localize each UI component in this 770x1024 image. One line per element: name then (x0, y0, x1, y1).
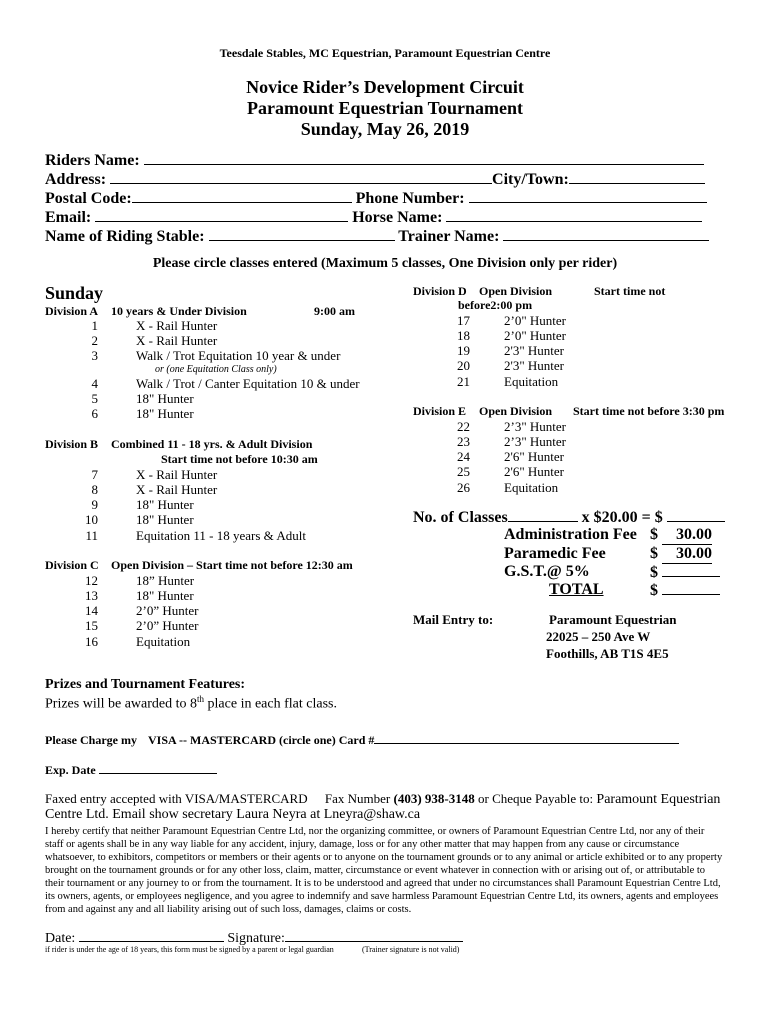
class-number: 23 (457, 434, 470, 449)
div-a-name: 10 years & Under Division (111, 304, 247, 318)
class-number: 14 (85, 603, 98, 618)
fax-line (45, 791, 720, 808)
class-number: 20 (457, 358, 470, 373)
class-number: 3 (91, 348, 98, 363)
class-number: 15 (85, 618, 98, 633)
total-amount-field[interactable] (662, 581, 720, 595)
fax-label: Fax Number (324, 791, 391, 806)
class-name: X - Rail Hunter (136, 467, 218, 482)
class-number: 7 (91, 467, 98, 482)
class-number: 2 (91, 333, 98, 348)
paramedic-fee-dollar: $ (650, 545, 658, 562)
admin-fee-dollar: $ (650, 526, 658, 543)
class-name: 18" Hunter (136, 391, 194, 406)
class-name: 18" Hunter (136, 588, 194, 603)
class-name: 18" Hunter (136, 512, 194, 527)
cheque-text: or Cheque Payable to: (477, 791, 594, 806)
phone-field[interactable] (469, 188, 707, 203)
date-label: Date: (45, 931, 76, 946)
classes-fee-row (413, 508, 725, 527)
exp-date-field[interactable] (99, 761, 217, 774)
riders-name-label: Riders Name: (45, 152, 140, 169)
guardian-note: if rider is under the age of 18 years, this form must be signed by a parent or legal guardian (45, 945, 334, 954)
paramedic-fee-amount: 30.00 (662, 545, 712, 564)
classes-label: No. of Classes (413, 509, 508, 526)
class-number: 26 (457, 480, 470, 495)
prizes-text-ordinal: th (197, 694, 205, 704)
class-number: 10 (85, 512, 98, 527)
email-field[interactable] (95, 207, 348, 222)
class-name: 18” Hunter (136, 573, 195, 588)
liability-disclaimer: I hereby certify that neither Paramount Equestrian Centre Ltd, nor the organizing committee, or owners of Paramount Equestrian Centre Ltd, nor any of their staff or agents shall be in any way liable for any accident, injury, damage, loss or for any other matter that may happen from any cause or circumstance whatsoever, to exhibitors, competitors or members or their agents or to anyone on the tournament grounds or to any animal or article exhibited or to any property brought on the tournament grounds or for any other loss, claim, matter, circumstance or event whatever in connection with or arising out of, or attributable to their tournament or any journey to or from the tournament. It is to be understood and agreed that under no circumstances shall Paramount Equestrian Centre Ltd, its owners, agents, or employees negligence, and you agree to indemnify and save harmless Paramount Equestrian Centre Ltd, its owners, agents and employees from and against any and all liability arising out of such loss, damages, claims or costs. (45, 826, 723, 915)
div-c-label: Division C (45, 558, 99, 572)
class-number: 19 (457, 343, 470, 358)
class-name: Equitation (136, 634, 191, 649)
class-name: 2’3" Hunter (504, 419, 566, 434)
class-name: 2’0” Hunter (136, 603, 199, 618)
class-name: 18" Hunter (136, 406, 194, 421)
class-number: 18 (457, 328, 470, 343)
class-name: 2’0" Hunter (504, 328, 566, 343)
horse-label: Horse Name: (352, 209, 443, 226)
class-number: 16 (85, 634, 98, 649)
classes-multiplier: x $20.00 = $ (581, 509, 663, 526)
admin-fee-label: Administration Fee (504, 526, 637, 543)
class-number: 21 (457, 374, 470, 389)
admin-fee-amount: 30.00 (662, 526, 712, 545)
mail-address-line-1: Paramount Equestrian (549, 612, 677, 627)
classes-count-field[interactable] (508, 508, 578, 522)
class-number: 13 (85, 588, 98, 603)
admin-fee-amount-row (650, 526, 712, 545)
circuit-title: Novice Rider’s Development Circuit (246, 77, 524, 97)
stable-field[interactable] (209, 226, 395, 241)
exp-row (45, 761, 217, 778)
signature-field[interactable] (285, 928, 463, 942)
class-name: Equitation 11 - 18 years & Adult (136, 528, 306, 543)
class-name: Walk / Trot / Canter Equitation 10 & under (136, 376, 360, 391)
class-name: 2’0” Hunter (136, 618, 199, 633)
event-date: Sunday, May 26, 2019 (300, 119, 470, 139)
div-c-name: Open Division – Start time not before 12:30 am (111, 558, 353, 572)
address-label: Address: (45, 171, 107, 188)
payment-line-2: Centre Ltd. Email show secretary Laura Neyra at Lneyra@shaw.ca (45, 807, 421, 822)
address-row (45, 169, 705, 189)
class-name: Equitation (504, 480, 559, 495)
class-name: X - Rail Hunter (136, 482, 218, 497)
class-number: 5 (91, 391, 98, 406)
class-number: 6 (91, 406, 98, 421)
div-d-time-1: Start time not (594, 284, 666, 298)
fax-number: (403) 938-3148 (393, 791, 475, 806)
charge-label: Please Charge my (45, 733, 137, 747)
postal-field[interactable] (132, 188, 352, 203)
div-a-time: 9:00 am (314, 304, 355, 318)
tournament-title: Paramount Equestrian Tournament (246, 98, 524, 118)
trainer-label: Trainer Name: (398, 228, 500, 245)
prizes-heading: Prizes and Tournament Features: (45, 677, 246, 692)
address-field[interactable] (110, 169, 492, 184)
signature-label: Signature: (227, 931, 285, 946)
exp-date-label: Exp. Date (45, 763, 96, 777)
gst-amount-field[interactable] (662, 563, 720, 577)
charge-row (45, 731, 679, 748)
class-number: 17 (457, 313, 470, 328)
instructions: Please circle classes entered (Maximum 5 classes, One Division only per rider) (152, 256, 618, 271)
riders-name-row (45, 150, 704, 170)
trainer-signature-note: (Trainer signature is not valid) (362, 945, 460, 954)
faxed-text: Faxed entry accepted with VISA/MASTERCARD (45, 791, 308, 806)
class-name: X - Rail Hunter (136, 333, 218, 348)
class-name: X - Rail Hunter (136, 318, 218, 333)
mail-entry-label: Mail Entry to: (413, 612, 494, 627)
div-e-time: Start time not before 3:30 pm (573, 404, 725, 418)
postal-phone-row (45, 188, 707, 208)
class-name: 2'6" Hunter (504, 464, 564, 479)
mail-address-line-3: Foothills, AB T1S 4E5 (546, 646, 669, 661)
div-d-name: Open Division (479, 284, 553, 298)
class-number: 8 (91, 482, 98, 497)
equitation-note: or (one Equitation Class only) (155, 364, 277, 375)
class-number: 22 (457, 419, 470, 434)
class-name: Equitation (504, 374, 559, 389)
email-horse-row (45, 207, 702, 227)
div-b-label: Division B (45, 437, 99, 451)
total-dollar: $ (650, 582, 658, 599)
date-field[interactable] (79, 928, 224, 942)
prizes-text (45, 694, 337, 713)
div-d-label: Division D (413, 284, 467, 298)
prizes-text-main: Prizes will be awarded to 8 (45, 696, 198, 712)
card-type-options[interactable]: VISA -- MASTERCARD (circle one) Card # (147, 733, 375, 747)
trainer-field[interactable] (503, 226, 709, 241)
class-number: 11 (85, 528, 98, 543)
div-a-label: Division A (45, 304, 99, 318)
class-number: 1 (91, 318, 98, 333)
class-number: 24 (457, 449, 470, 464)
class-name: 2'6" Hunter (504, 449, 564, 464)
div-e-name: Open Division (479, 404, 553, 418)
total-label: TOTAL (549, 581, 604, 598)
class-number: 9 (91, 497, 98, 512)
gst-dollar: $ (650, 564, 658, 581)
city-label: City/Town: (492, 171, 569, 188)
div-b-time: Start time not before 10:30 am (161, 452, 318, 466)
mail-address-line-2: 22025 – 250 Ave W (546, 629, 651, 644)
riders-name-field[interactable] (144, 150, 704, 165)
horse-field[interactable] (446, 207, 702, 222)
class-number: 12 (85, 573, 98, 588)
stable-label: Name of Riding Stable: (45, 228, 205, 245)
card-number-field[interactable] (374, 731, 679, 744)
total-amount-row (650, 581, 720, 600)
gst-label: G.S.T.@ 5% (504, 563, 590, 580)
class-name: 2'3" Hunter (504, 343, 564, 358)
paramedic-fee-label: Paramedic Fee (504, 545, 606, 562)
phone-label: Phone Number: (355, 190, 465, 207)
email-label: Email: (45, 209, 92, 226)
class-name: 2'3" Hunter (504, 358, 564, 373)
div-d-time-2: before2:00 pm (458, 298, 533, 312)
class-number: 25 (457, 464, 470, 479)
class-name: Walk / Trot Equitation 10 year & under (136, 348, 341, 363)
stable-trainer-row (45, 226, 709, 246)
div-e-label: Division E (413, 404, 467, 418)
organizers-line: Teesdale Stables, MC Equestrian, Paramount Equestrian Centre (219, 46, 551, 60)
class-name: 18" Hunter (136, 497, 194, 512)
class-name: 2’0" Hunter (504, 313, 566, 328)
payee-name: Paramount Equestrian (596, 792, 721, 807)
paramedic-fee-amount-row (650, 545, 712, 564)
class-name: 2’3" Hunter (504, 434, 566, 449)
gst-amount-row (650, 563, 720, 582)
day-heading: Sunday (45, 283, 104, 303)
postal-label: Postal Code: (45, 190, 132, 207)
prizes-text-end: place in each flat class. (204, 696, 337, 712)
city-field[interactable] (569, 169, 705, 184)
class-number: 4 (91, 376, 98, 391)
classes-subtotal-field[interactable] (667, 508, 725, 522)
div-b-name: Combined 11 - 18 yrs. & Adult Division (111, 437, 313, 451)
